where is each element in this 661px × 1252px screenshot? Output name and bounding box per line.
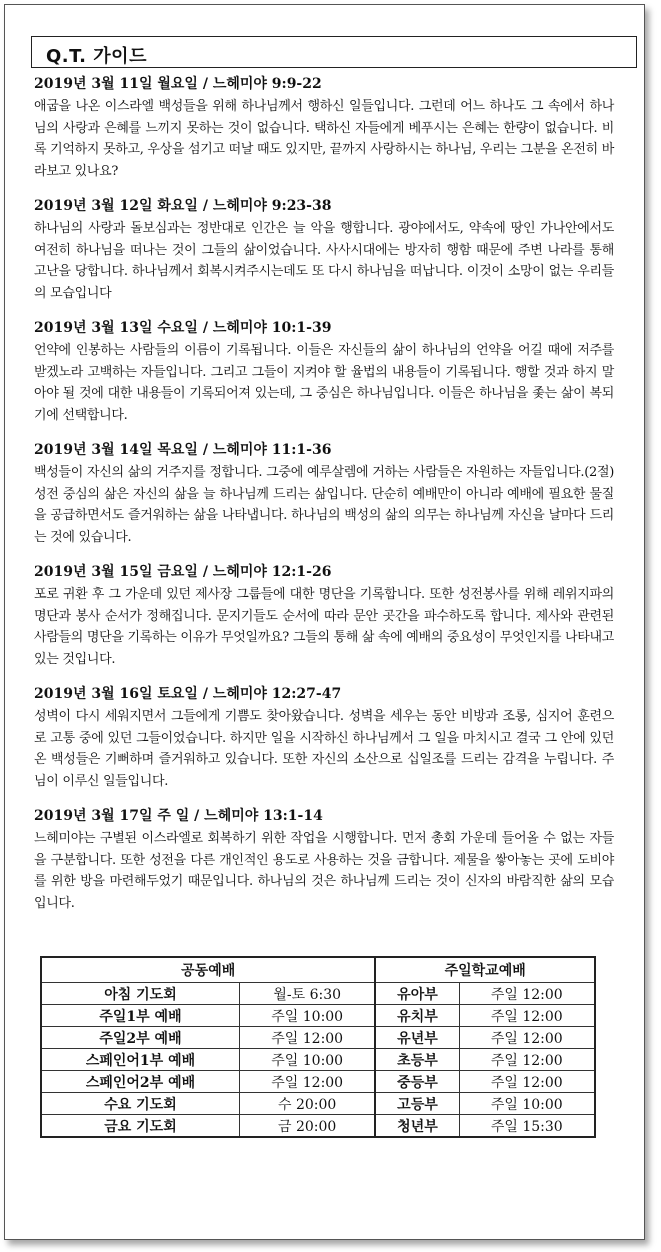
department-name: 유아부 — [375, 983, 459, 1005]
entry-heading: 2019년 3월 15일 금요일 / 느헤미야 12:1-26 — [34, 564, 332, 580]
entry-heading: 2019년 3월 12일 화요일 / 느헤미야 9:23-38 — [34, 198, 332, 214]
entry-heading: 2019년 3월 14일 목요일 / 느헤미야 11:1-36 — [34, 442, 332, 458]
department-time: 주일 12:00 — [459, 1027, 595, 1049]
table-row — [41, 983, 595, 1005]
entry-heading: 2019년 3월 16일 토요일 / 느헤미야 12:27-47 — [34, 686, 342, 702]
table-row — [41, 1071, 595, 1093]
daily-entry — [34, 684, 614, 792]
department-name: 초등부 — [375, 1049, 459, 1071]
service-time: 주일 12:00 — [239, 1071, 375, 1093]
entry-body: 성벽이 다시 세워지면서 그들에게 기쁨도 찾아왔습니다. 성벽을 세우는 동안 비방과 조롱, 심지어 훈련으로 고통 중에 있던 그들이었습니다. 하지만 일을 시작하신 하나님께서 그 일을 마치시고 결국 그 안에 있던 온 백성들은 기뻐하며 즐거워하고 있습니다. 또한 자신의 소산으로 십일조를 드리는 감격을 누립니다. 주님이 이루신 일들입니다. — [34, 709, 614, 789]
department-name: 청년부 — [375, 1115, 459, 1138]
department-time: 주일 12:00 — [459, 1049, 595, 1071]
service-time: 주일 10:00 — [239, 1049, 375, 1071]
entry-body: 애굽을 나온 이스라엘 백성들을 위해 하나님께서 행하신 일들입니다. 그런데 어느 하나도 그 속에서 하나님의 사랑과 은혜를 느끼지 못하는 것이 없습니다. 택하신 자들에게 베푸시는 은혜는 한량이 없습니다. 비록 기억하지 못하고, 우상을 섬기고 떠날 때도 있지만, 끝까지 사랑하시는 하나님, 우리는 그분을 온전히 바라보고 있나요? — [34, 99, 614, 179]
daily-entry — [34, 806, 614, 914]
entry-heading: 2019년 3월 13일 수요일 / 느헤미야 10:1-39 — [34, 320, 332, 336]
worship-schedule-table — [40, 956, 596, 1138]
table-row — [41, 1115, 595, 1138]
column-header-common-worship: 공동예배 — [41, 957, 375, 983]
daily-entry — [34, 440, 614, 548]
table-row — [41, 1005, 595, 1027]
daily-entry — [34, 318, 614, 426]
service-name: 아침 기도회 — [41, 983, 239, 1005]
department-time: 주일 10:00 — [459, 1093, 595, 1115]
entry-heading: 2019년 3월 17일 주 일 / 느헤미야 13:1-14 — [34, 808, 323, 824]
service-name: 주일2부 예배 — [41, 1027, 239, 1049]
service-name: 수요 기도회 — [41, 1093, 239, 1115]
entry-body: 하나님의 사랑과 돌보심과는 정반대로 인간은 늘 악을 행합니다. 광야에서도, 약속에 땅인 가나안에서도 여전히 하나님을 떠나는 것이 그들의 삶이었습니다. 사사시대에는 방자히 행함 때문에 주변 나라를 통해 고난을 당합니다. 하나님께서 회복시켜주시는데도 또 다시 하나님을 떠납니다. 이것이 소망이 없는 우리들의 모습입니다 — [34, 221, 614, 301]
entry-body: 느헤미야는 구별된 이스라엘로 회복하기 위한 작업을 시행합니다. 먼저 총회 가운데 들어올 수 없는 자들을 구분합니다. 또한 성전을 다른 개인적인 용도로 사용하는 것을 금합니다. 제물을 쌓아놓는 곳에 도비야를 위한 방을 마련해두었기 때문입니다. 하나님의 것은 하나님께 드리는 것이 신자의 바람직한 삶의 모습입니다. — [34, 831, 614, 911]
daily-entries — [34, 74, 614, 928]
department-time: 주일 12:00 — [459, 1071, 595, 1093]
column-header-sunday-school: 주일학교예배 — [375, 957, 595, 983]
daily-entry — [34, 74, 614, 182]
table-row — [41, 1049, 595, 1071]
entry-body: 언약에 인봉하는 사람들의 이름이 기록됩니다. 이들은 자신들의 삶이 하나님의 언약을 어길 때에 저주를 받겠노라 고백하는 자들입니다. 그리고 그들이 지켜야 할 율법의 내용들이 기록됩니다. 행할 것과 하지 말아야 될 것에 대한 내용들이 기록되어져 있는데, 그 중심은 하나님입니다. 이들은 하나님을 좇는 삶이 복되기에 선택합니다. — [34, 343, 614, 423]
entry-body: 백성들이 자신의 삶의 거주지를 정합니다. 그중에 예루살렘에 거하는 사람들은 자원하는 자들입니다.(2절) 성전 중심의 삶은 자신의 삶을 늘 하나님께 드리는 삶입니다. 단순히 예배만이 아니라 예배에 필요한 물질을 공급하면서도 즐거워하는 삶을 나타냅니다. 하나님의 백성의 삶의 의무는 하나님께 자신을 날마다 드리는 것에 있습니다. — [34, 465, 614, 545]
table-row — [41, 1027, 595, 1049]
service-time: 주일 10:00 — [239, 1005, 375, 1027]
department-time: 주일 12:00 — [459, 1005, 595, 1027]
department-time: 주일 15:30 — [459, 1115, 595, 1138]
daily-entry — [34, 196, 614, 304]
department-name: 유치부 — [375, 1005, 459, 1027]
department-time: 주일 12:00 — [459, 983, 595, 1005]
daily-entry — [34, 562, 614, 670]
department-name: 유년부 — [375, 1027, 459, 1049]
service-name: 스페인어2부 예배 — [41, 1071, 239, 1093]
entry-heading: 2019년 3월 11일 월요일 / 느헤미야 9:9-22 — [34, 76, 322, 92]
table-row — [41, 1093, 595, 1115]
service-name: 주일1부 예배 — [41, 1005, 239, 1027]
department-name: 중등부 — [375, 1071, 459, 1093]
service-name: 스페인어1부 예배 — [41, 1049, 239, 1071]
page-title: Q.T. 가이드 — [46, 46, 147, 67]
service-time: 월-토 6:30 — [239, 983, 375, 1005]
service-time: 금 20:00 — [239, 1115, 375, 1138]
service-time: 주일 12:00 — [239, 1027, 375, 1049]
entry-body: 포로 귀환 후 그 가운데 있던 제사장 그룹들에 대한 명단을 기록합니다. 또한 성전봉사를 위해 레위지파의 명단과 봉사 순서가 정해집니다. 문지기들도 순서에 따라 문안 곳간을 파수하도록 합니다. 제사와 관련된 사람들의 명단을 기록하는 이유가 무엇일까요? 그들의 통해 삶 속에 예배의 중요성이 무엇인지를 나타내고 있는 것입니다. — [34, 587, 614, 667]
service-name: 금요 기도회 — [41, 1115, 239, 1138]
service-time: 수 20:00 — [239, 1093, 375, 1115]
department-name: 고등부 — [375, 1093, 459, 1115]
qt-guide-header — [31, 36, 637, 68]
table-header-row — [41, 957, 595, 983]
